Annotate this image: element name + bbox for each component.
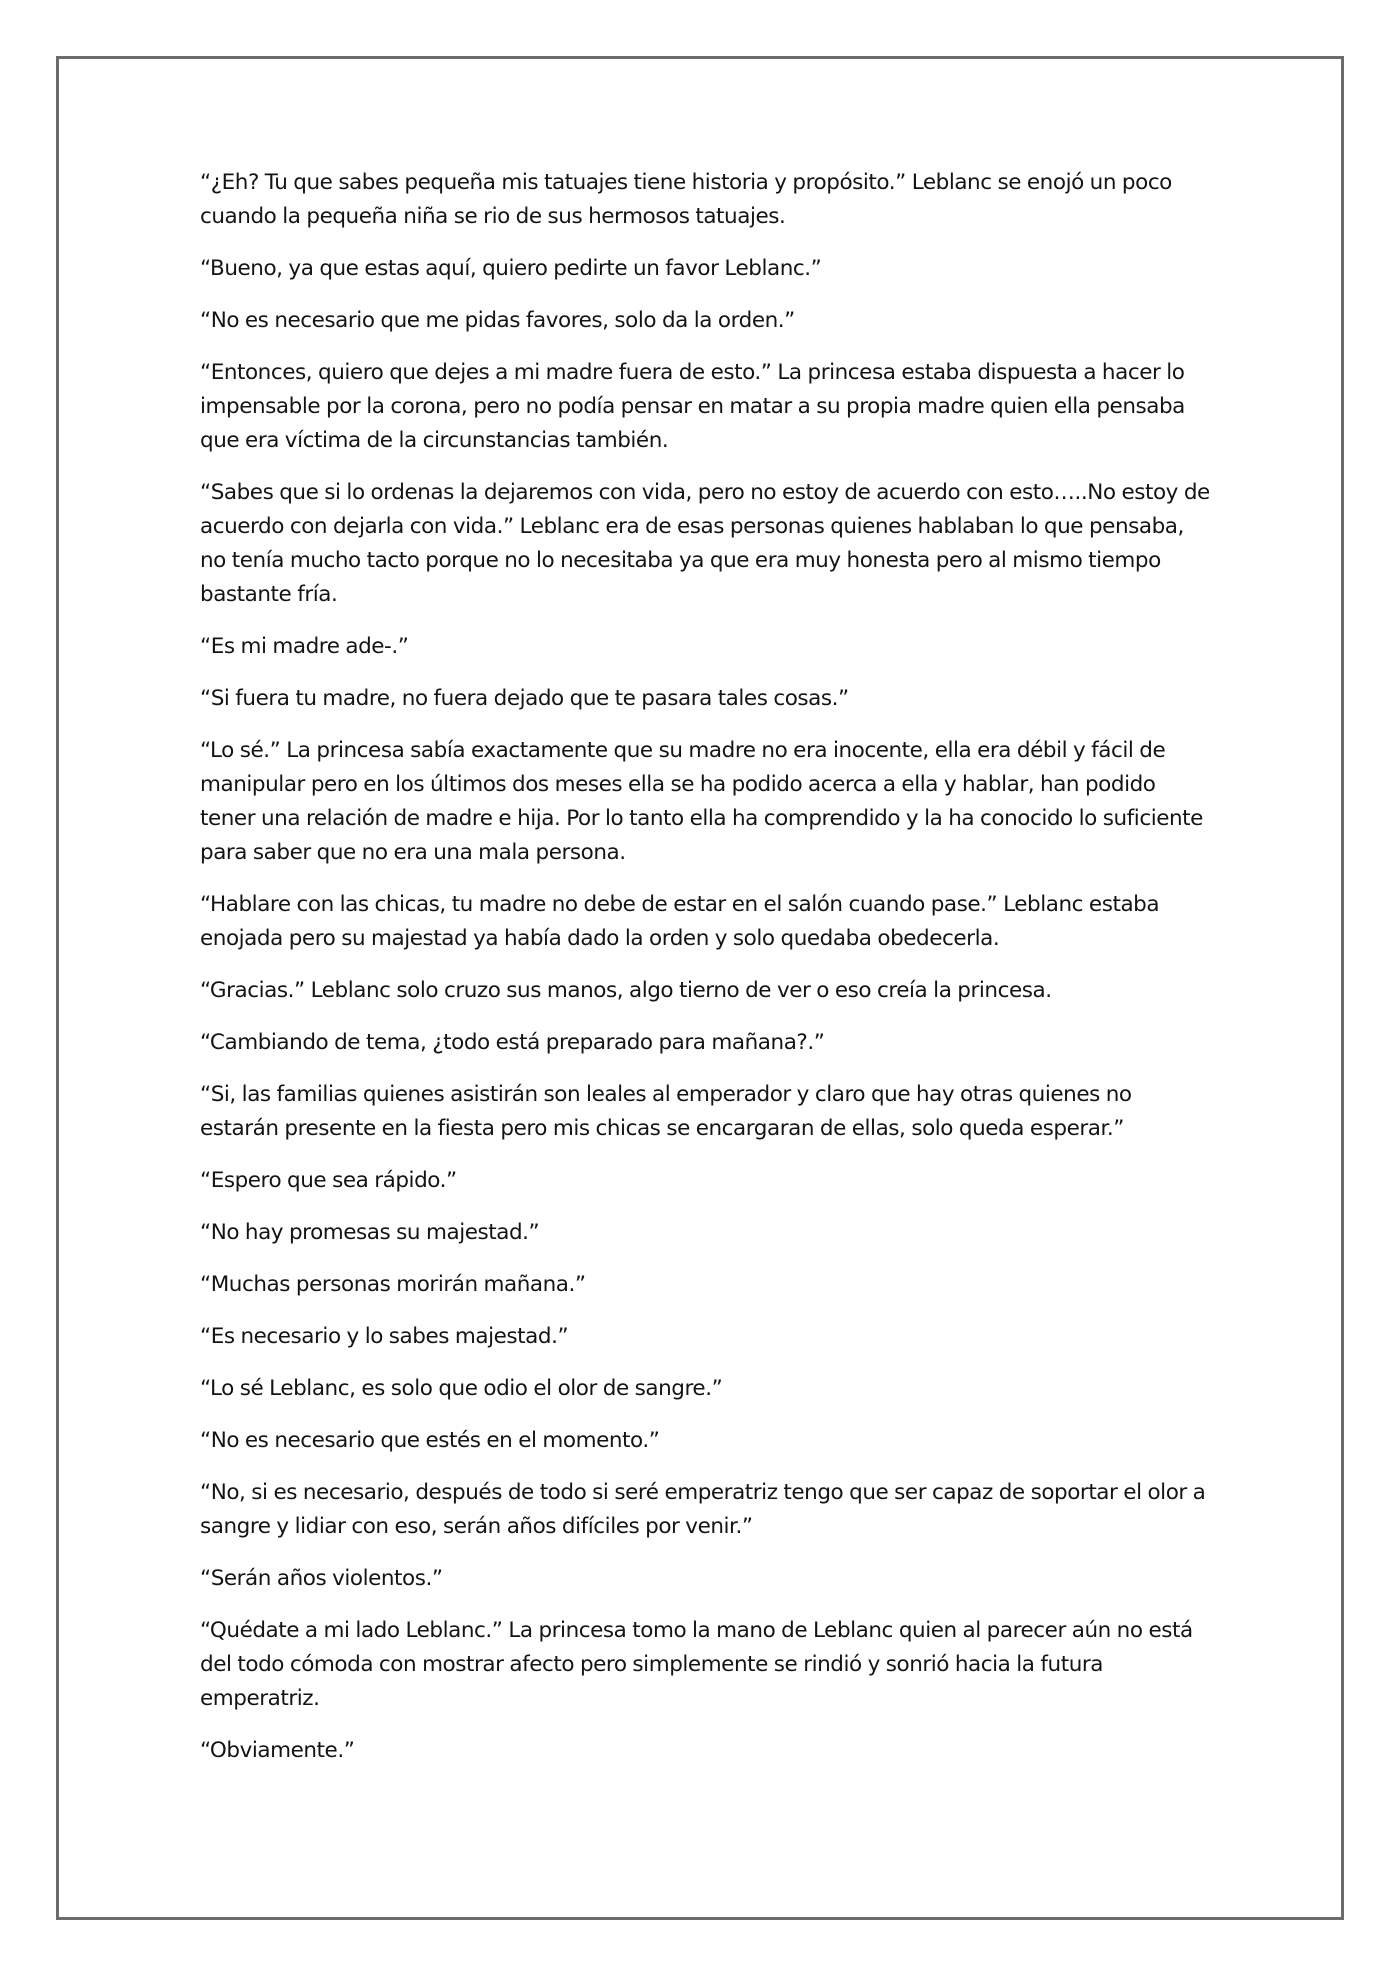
paragraph: “Es necesario y lo sabes majestad.” (200, 1324, 569, 1349)
paragraph: “Es mi madre ade-.” (200, 634, 409, 659)
paragraph: “Bueno, ya que estas aquí, quiero pedirte un favor Leblanc.” (200, 256, 822, 281)
paragraph: “No, si es necesario, después de todo si seré emperatriz tengo que ser capaz de soportar el olor a sangre y lidiar con eso, serán años difíciles por venir.” (200, 1480, 1206, 1539)
paragraph: “Lo sé Leblanc, es solo que odio el olor de sangre.” (200, 1376, 723, 1401)
paragraph: “No hay promesas su majestad.” (200, 1220, 540, 1245)
paragraph: “Entonces, quiero que dejes a mi madre fuera de esto.” La princesa estaba dispuesta a hacer lo impensable por la corona, pero no podía pensar en matar a su propia madre quien ella pensaba que era víctima de la circunstancias también. (200, 360, 1185, 453)
paragraph: “Sabes que si lo ordenas la dejaremos con vida, pero no estoy de acuerdo con esto…..No estoy de acuerdo con dejarla con vida.” Leblanc era de esas personas quienes hablaban lo que pensaba, no tenía mucho tacto porque no lo necesitaba ya que era muy honesta pero al mismo tiempo bastante fría. (200, 480, 1210, 607)
paragraph: “Obviamente.” (200, 1738, 355, 1763)
paragraph: “¿Eh? Tu que sabes pequeña mis tatuajes tiene historia y propósito.” Leblanc se enojó un poco cuando la pequeña niña se rio de sus hermosos tatuajes. (200, 170, 1172, 229)
document-body (200, 166, 1210, 1786)
paragraph: “Hablare con las chicas, tu madre no debe de estar en el salón cuando pase.” Leblanc estaba enojada pero su majestad ya había dado la orden y solo quedaba obedecerla. (200, 892, 1160, 951)
paragraph: “Si, las familias quienes asistirán son leales al emperador y claro que hay otras quienes no estarán presente en la fiesta pero mis chicas se encargaran de ellas, solo queda esperar.” (200, 1082, 1132, 1141)
paragraph: “Si fuera tu madre, no fuera dejado que te pasara tales cosas.” (200, 686, 849, 711)
paragraph: “Muchas personas morirán mañana.” (200, 1272, 586, 1297)
paragraph: “Espero que sea rápido.” (200, 1168, 457, 1193)
paragraph: “Serán años violentos.” (200, 1566, 443, 1591)
paragraph: “Lo sé.” La princesa sabía exactamente que su madre no era inocente, ella era débil y fácil de manipular pero en los últimos dos meses ella se ha podido acerca a ella y hablar, han podido tener una relación de madre e hija. Por lo tanto ella ha comprendido y la ha conocido lo suficiente para saber que no era una mala persona. (200, 738, 1203, 865)
paragraph: “Quédate a mi lado Leblanc.” La princesa tomo la mano de Leblanc quien al parecer aún no está del todo cómoda con mostrar afecto pero simplemente se rindió y sonrió hacia la futura emperatriz. (200, 1618, 1193, 1711)
paragraph: “No es necesario que me pidas favores, solo da la orden.” (200, 308, 795, 333)
paragraph: “Gracias.” Leblanc solo cruzo sus manos, algo tierno de ver o eso creía la princesa. (200, 978, 1052, 1003)
paragraph: “No es necesario que estés en el momento.” (200, 1428, 660, 1453)
paragraph: “Cambiando de tema, ¿todo está preparado para mañana?.” (200, 1030, 825, 1055)
